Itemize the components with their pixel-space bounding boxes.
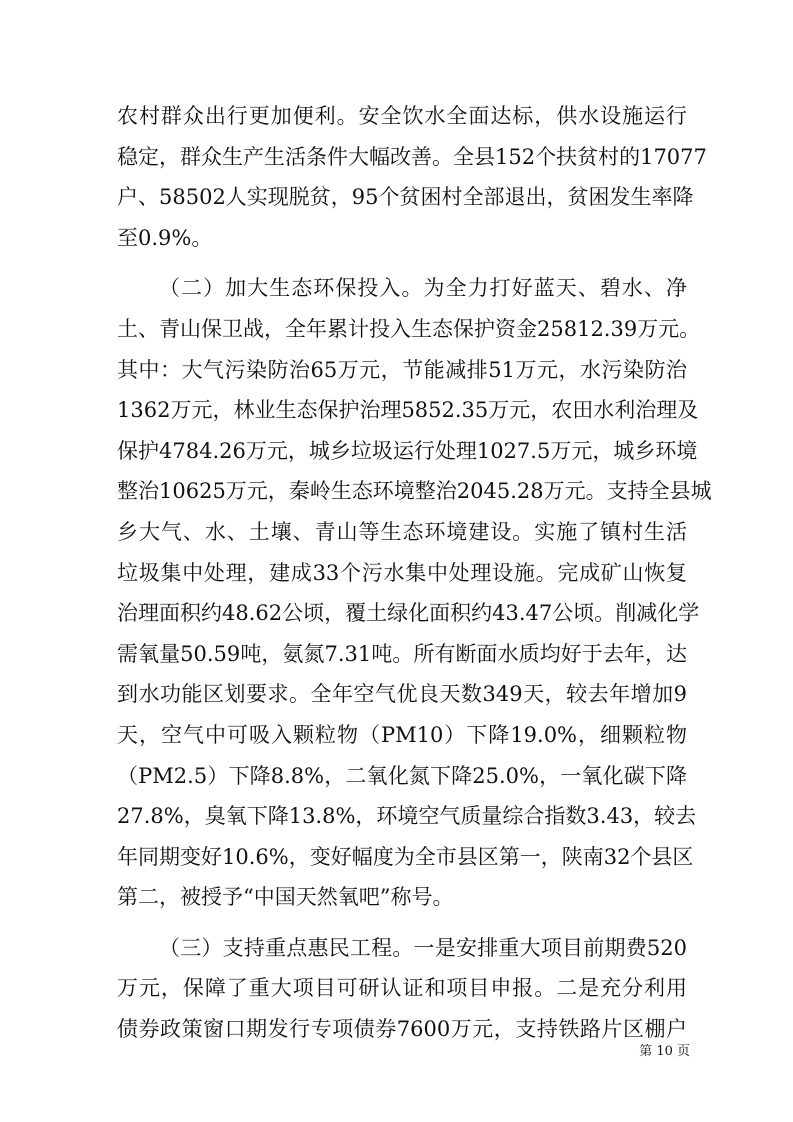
text-line: 年同期变好10.6%，变好幅度为全市县区第一，陕南32个县区 — [117, 844, 694, 869]
text-line: 第二，被授予“中国天然氧吧”称号。 — [117, 885, 454, 910]
text-line: 治理面积约48.62公顷，覆土绿化面积约43.47公顷。削减化学 — [117, 601, 700, 626]
text-line: 乡大气、水、土壤、青山等生态环境建设。实施了镇村生活 — [117, 519, 687, 544]
text-line: 1362万元，林业生态保护治理5852.35万元，农田水利治理及 — [117, 398, 699, 423]
paragraph-key-projects — [117, 928, 687, 1050]
text-line: 万元，保障了重大项目可研认证和项目申报。二是充分利用 — [117, 976, 687, 1001]
text-line: 需氧量50.59吨，氨氮7.31吨。所有断面水质均好于去年，达 — [117, 641, 687, 666]
text-line: 到水功能区划要求。全年空气优良天数349天，较去年增加9 — [117, 682, 687, 707]
text-line: 整治10625万元，秦岭生态环境整治2045.28万元。支持全县城 — [117, 479, 712, 504]
text-line: （三）支持重点惠民工程。一是安排重大项目前期费520 — [159, 935, 687, 960]
body-text — [117, 96, 712, 1050]
text-line: （PM2.5）下降8.8%，二氧化氮下降25.0%，一氧化碳下降 — [117, 763, 687, 788]
paragraph-gap — [117, 918, 687, 928]
text-line: 垃圾集中处理，建成33个污水集中处理设施。完成矿山恢复 — [117, 560, 687, 585]
text-line: 27.8%，臭氧下降13.8%，环境空气质量综合指数3.43，较去 — [117, 804, 697, 829]
text-line: 天，空气中可吸入颗粒物（PM10）下降19.0%，细颗粒物 — [117, 722, 687, 747]
page-number: 第 10 页 — [639, 1044, 690, 1059]
text-line: 保护4784.26万元，城乡垃圾运行处理1027.5万元，城乡环境 — [117, 438, 698, 463]
paragraph-ecology-investment — [117, 268, 712, 918]
paragraph-gap — [117, 258, 687, 268]
text-line: 至0.9%。 — [117, 225, 213, 250]
text-line: 农村群众出行更加便利。安全饮水全面达标，供水设施运行 — [117, 104, 687, 128]
text-line: 债券政策窗口期发行专项债券7600万元，支持铁路片区棚户 — [117, 1017, 687, 1042]
text-line: 土、青山保卫战，全年累计投入生态保护资金25812.39万元。 — [117, 316, 701, 341]
paragraph-poverty-relief — [117, 96, 707, 258]
text-line: （二）加大生态环保投入。为全力打好蓝天、碧水、净 — [159, 276, 687, 301]
text-line: 稳定，群众生产生活条件大幅改善。全县152个扶贫村的17077 — [117, 144, 707, 169]
text-line: 其中：大气污染防治65万元，节能减排51万元，水污染防治 — [117, 357, 687, 382]
text-line: 户、58502人实现脱贫，95个贫困村全部退出，贫困发生率降 — [117, 185, 694, 210]
